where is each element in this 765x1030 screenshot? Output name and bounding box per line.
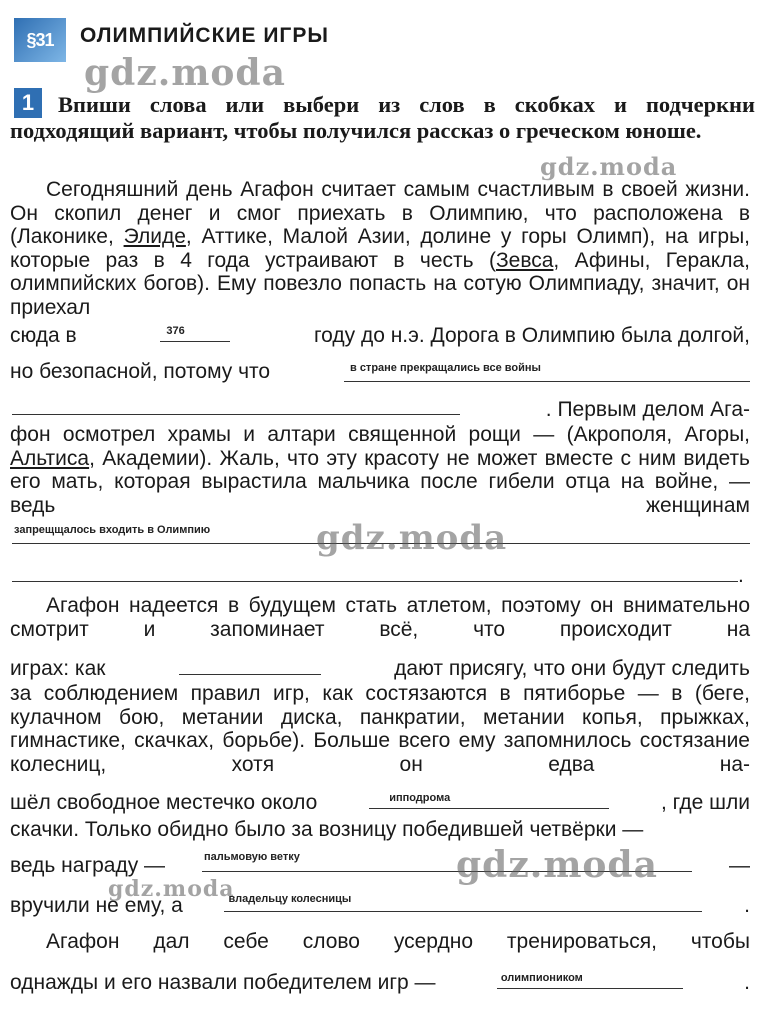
section-badge: §31 [14,18,66,62]
women-answer: запрещщалось входить в Олимпию [14,524,211,536]
page-title: ОЛИМПИЙСКИЕ ИГРЫ [80,24,329,47]
oath-blank[interactable] [179,656,321,675]
year-blank[interactable] [160,323,230,342]
race-line: скачки. Только обидно было за возницу победившей четвёрки — [10,818,644,841]
selected-option-elida: Элиде [123,225,186,248]
safe-road-answer: в стране прекращались все войны [350,362,541,374]
final-blank[interactable] [497,970,683,989]
watermark-logo: gdz.moda [540,152,678,181]
safe-road-blank-continued[interactable] [12,414,460,415]
selected-option-zeus: Зевса [495,248,554,272]
watermark-logo: gdz.moda [456,844,658,886]
given-answer: владельцу колесницы [228,893,352,905]
given-blank[interactable] [224,893,702,912]
hippodrome-answer: ипподрома [389,792,451,804]
story-paragraph-2: Агафон надеется в будущем стать атлетом, поэтому он внимательно смотрит и запоминает всё, что происходит на [10,594,750,641]
safe-road-line: но безопасной, потому что [10,360,271,383]
temples-paragraph: фон осмотрел храмы и алтари священной рощи — (Акрополя, Агоры, Альтиса, Академии). Жаль, что эту красоту не может вместе с ним видеть его мать, которая вырастила мальчика после гибели отца на войне, — ведь женщинам [10,423,750,517]
final-answer: олимпиоником [500,972,583,984]
watermark-logo: gdz.moda [316,518,508,558]
safe-road-blank[interactable] [344,381,750,382]
first-visit-line: . Первым делом Ага- [545,398,750,421]
task-number: 1 [14,88,42,118]
prize-answer: пальмовую ветку [204,851,300,863]
watermark-logo: gdz.moda [84,52,286,94]
story-paragraph-4: Агафон дал себе слово усердно тренироваться, чтобы [46,930,750,953]
year-answer: 376 [166,325,185,337]
watermark-logo: gdz.moda [108,876,235,902]
selected-option-altis: Альтиса [10,446,90,470]
story-paragraph-1: Сегодняшний день Агафон считает самым счастливым в своей жизни. Он скопил денег и смог приехать в Олимпию, что расположена в (Лаконике, Элиде, Аттике, Малой Азии, долине у горы Олимп), на игры, которые раз в 4 года устраивают в честь (Зевса, Афины, Геракла, олимпийских богов). Ему повезло попасть на сотую Олимпиаду, значит, он приехал [10,178,750,319]
women-period: . [738,564,744,587]
year-line: сюда в 376 году до н.э. Дорога в Олимпию была долгой, [10,324,750,347]
oath-line: играх: как дают присягу, что они будут следить [10,657,750,680]
pentathlon-paragraph: за соблюдением правил игр, как состязаются в пятиборье — в (беге, кулачном бою, метании диска, панкратии, метании копья, прыжках, гимнастике, скачках, борьбе). Больше всего ему запомнилось состязание колесниц, хотя он едва на- [10,682,750,776]
final-line: однажды и его назвали победителем игр — олимпиоником . [10,971,750,994]
prize-line: ведь награду — пальмовую ветку — [10,851,750,877]
task-instruction: Впиши слова или выбери из слов в скобках и подчеркни подходящий вариант, чтобы получился рассказ о греческом юноше. [10,92,755,143]
hippodrome-line: шёл свободное местечко около ипподрома , где шли [10,791,750,814]
women-blank-continued[interactable] [12,581,738,582]
hippodrome-blank[interactable] [369,790,609,809]
given-line: вручили не ему, а владельцу колесницы . [10,893,750,917]
